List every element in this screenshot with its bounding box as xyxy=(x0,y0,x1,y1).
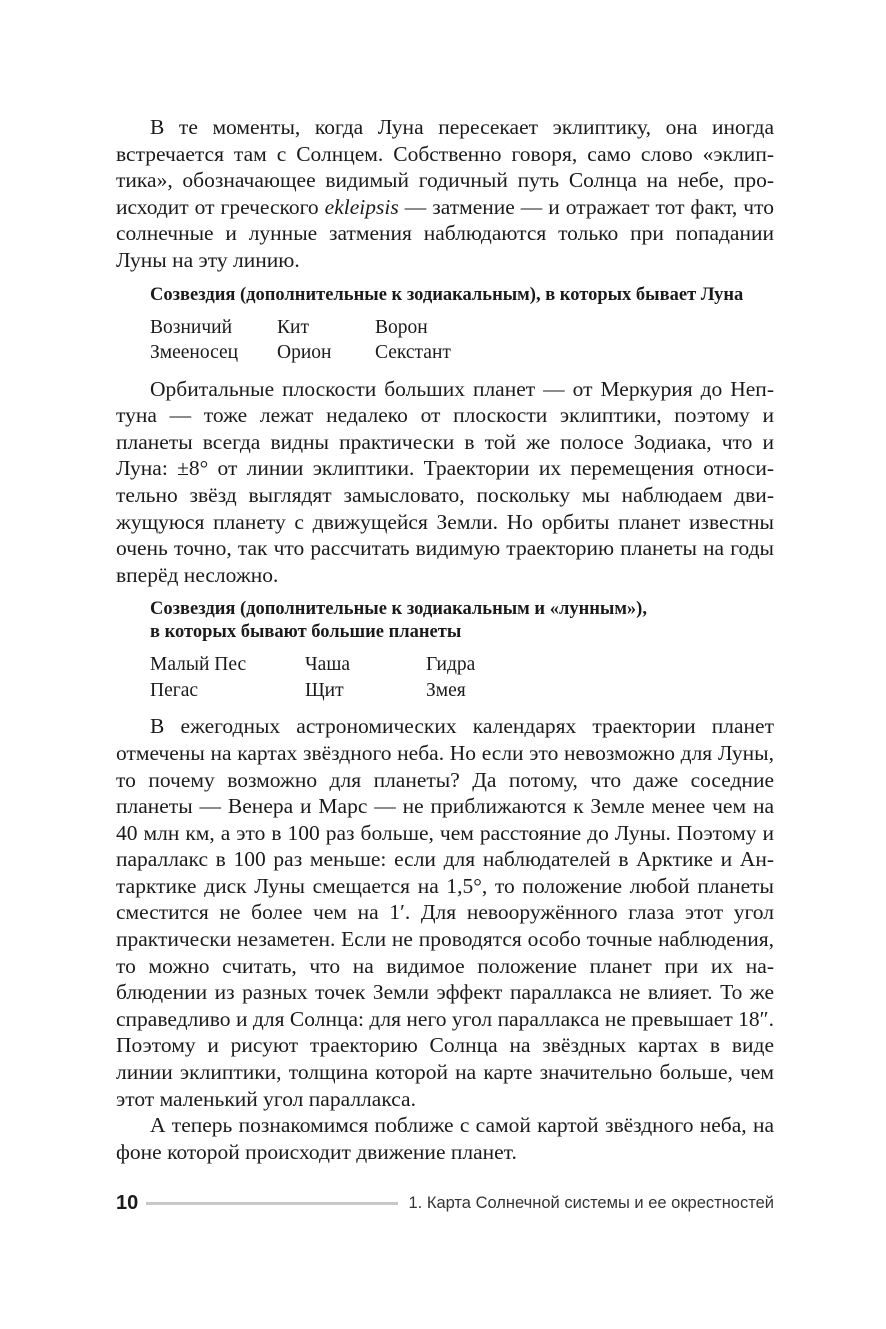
moon-constellations-list xyxy=(150,315,774,366)
moon-constellations-box xyxy=(150,284,774,366)
moon-constellations-title: Созвездия (дополнительные к зодиакальным), в которых бывает Луна xyxy=(150,284,744,305)
paragraph-ecliptic-greek-word: ekleipsis xyxy=(324,194,399,219)
page-content xyxy=(116,114,774,1165)
footer-divider xyxy=(146,1202,398,1205)
planet-constellations-title-line2: в которых бывают большие планеты xyxy=(150,622,462,643)
planet-constellations-box xyxy=(150,598,774,703)
paragraph-parallax: В ежегодных астрономических календарях траектории планет отмечены на картах звёздного неба. Но если это невозможно для Луны, то почему возможно для планеты? Да потому, что даже соседние планеты — Венера и Марс — не приближаются к Земле менее чем на 40 млн км, а это в 100 раз больше, чем расстояние до Луны. Поэтому и параллакс в 100 раз меньше: если для наблюдателей в Арктике и Антарктике диск Луны смещается на 1,5°, то положение любой планеты сместится не более чем на 1′. Для невооружённого глаза этот угол практически незаметен. Если не проводятся особо точные наблюдения, то можно считать, что на видимое положение планет при их наблюдении из разных точек Земли эффект параллакса не влияет. То же справедливо и для Солнца: для него угол параллакса не превышает 18″. Поэтому и рисуют траекторию Солнца на звёздных картах в виде линии эклиптики, толщина которой на карте значительно больше, чем этот маленький угол параллакса. xyxy=(116,714,774,1111)
planet-constellations-title xyxy=(150,598,774,644)
constellation-item: Ворон xyxy=(375,316,428,338)
page-number: 10 xyxy=(116,1191,139,1214)
constellation-item: Змея xyxy=(426,679,466,701)
planet-constellations-list xyxy=(150,652,774,703)
paragraph-ecliptic-part-b: — затмение — и отражает тот факт, что солнечные и лунные затмения наблюдаются только при попадании Луны на эту линию. xyxy=(116,194,774,272)
constellation-item: Секстант xyxy=(375,342,451,364)
constellation-item: Змееносец xyxy=(150,342,239,364)
constellation-item: Возничий xyxy=(150,316,233,338)
paragraph-star-map-intro: А теперь познакомимся поближе с самой картой звёздного неба, на фоне которой происходит движение планет. xyxy=(116,1113,774,1164)
paragraph-planet-orbits: Орбитальные плоскости больших планет — от Меркурия до Нептуна — тоже лежат недалеко от плоскости эклиптики, поэтому и планеты всегда видны практически в той же полосе Зодиака, что и Луна: ±8° от линии эклиптики. Траектории их перемещения относительно звёзд выглядят замысловато, поскольку мы наблюдаем движущуюся планету с движущейся Земли. Но орбиты планет известны очень точно, так что рассчитать видимую траекторию планеты на годы вперёд несложно. xyxy=(116,376,774,587)
constellation-item: Кит xyxy=(277,316,309,338)
constellation-item: Щит xyxy=(305,679,344,701)
paragraph-ecliptic xyxy=(116,114,774,274)
running-title: 1. Карта Солнечной системы и ее окрестностей xyxy=(408,1193,774,1212)
page-footer xyxy=(116,1190,774,1216)
constellation-item: Орион xyxy=(277,342,332,364)
planet-constellations-title-line1: Созвездия (дополнительные к зодиакальным и «лунным»), xyxy=(150,599,647,620)
constellation-item: Гидра xyxy=(426,654,476,676)
constellation-item: Малый Пес xyxy=(150,654,247,676)
paragraph-ecliptic-part-a: В те моменты, когда Луна пересекает эклиптику, она иногда встречается там с Солнцем. Собственно говоря, само слово «эклиптика», обозначающее видимый годичный путь Солнца на небе, происходит от греческого xyxy=(116,115,774,219)
constellation-item: Чаша xyxy=(305,654,350,676)
constellation-item: Пегас xyxy=(150,679,199,701)
